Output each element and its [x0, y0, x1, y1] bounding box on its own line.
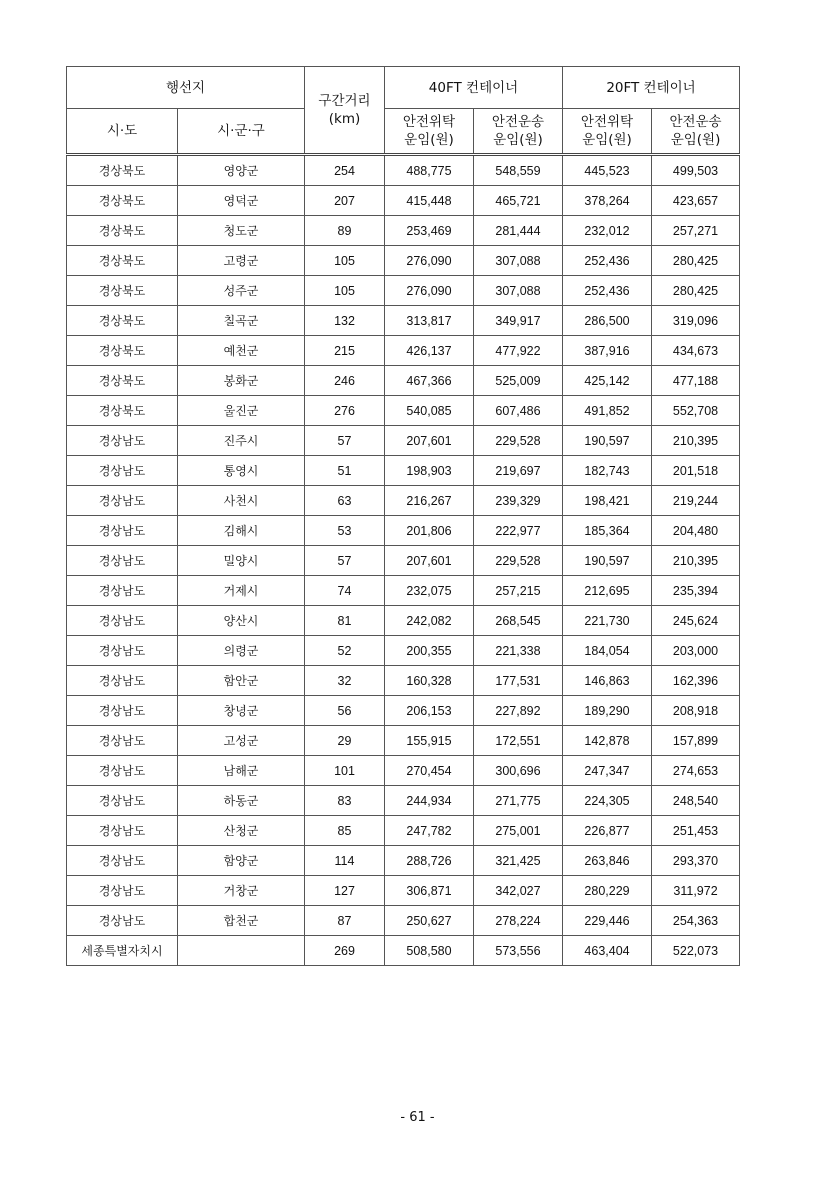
cell-rate-40ft-transport: 268,545 [474, 606, 563, 636]
cell-rate-20ft-consign: 212,695 [563, 576, 652, 606]
header-40ft-container: 40FT 컨테이너 [385, 67, 563, 109]
table-row [67, 486, 740, 516]
table-row [67, 846, 740, 876]
table-row [67, 396, 740, 426]
table-row [67, 216, 740, 246]
cell-rate-40ft-transport: 307,088 [474, 276, 563, 306]
header-20ft-consign-rate: 안전위탁 운임(원) [563, 109, 652, 155]
cell-rate-20ft-consign: 252,436 [563, 276, 652, 306]
cell-province: 경상북도 [67, 306, 178, 336]
cell-rate-40ft-consign: 232,075 [385, 576, 474, 606]
cell-rate-20ft-transport: 293,370 [652, 846, 740, 876]
cell-province: 경상남도 [67, 876, 178, 906]
cell-province: 경상남도 [67, 636, 178, 666]
cell-distance-km: 57 [305, 426, 385, 456]
cell-rate-40ft-transport: 342,027 [474, 876, 563, 906]
cell-rate-40ft-transport: 221,338 [474, 636, 563, 666]
cell-rate-40ft-consign: 426,137 [385, 336, 474, 366]
cell-rate-40ft-transport: 477,922 [474, 336, 563, 366]
cell-rate-20ft-consign: 387,916 [563, 336, 652, 366]
cell-rate-40ft-consign: 288,726 [385, 846, 474, 876]
cell-district: 산청군 [178, 816, 305, 846]
cell-district: 하동군 [178, 786, 305, 816]
cell-rate-40ft-transport: 278,224 [474, 906, 563, 936]
cell-rate-20ft-transport: 201,518 [652, 456, 740, 486]
table-row [67, 456, 740, 486]
cell-province: 경상북도 [67, 155, 178, 186]
cell-rate-20ft-consign: 184,054 [563, 636, 652, 666]
cell-rate-20ft-consign: 190,597 [563, 426, 652, 456]
cell-rate-40ft-consign: 276,090 [385, 276, 474, 306]
cell-rate-20ft-transport: 434,673 [652, 336, 740, 366]
table-row [67, 576, 740, 606]
cell-rate-40ft-transport: 349,917 [474, 306, 563, 336]
cell-district: 진주시 [178, 426, 305, 456]
cell-distance-km: 29 [305, 726, 385, 756]
cell-distance-km: 52 [305, 636, 385, 666]
cell-rate-20ft-transport: 477,188 [652, 366, 740, 396]
cell-rate-40ft-consign: 207,601 [385, 426, 474, 456]
cell-rate-20ft-consign: 226,877 [563, 816, 652, 846]
cell-district: 울진군 [178, 396, 305, 426]
cell-rate-20ft-consign: 445,523 [563, 155, 652, 186]
cell-rate-20ft-transport: 210,395 [652, 426, 740, 456]
cell-province: 경상남도 [67, 606, 178, 636]
cell-district: 봉화군 [178, 366, 305, 396]
table-row [67, 876, 740, 906]
cell-rate-20ft-consign: 182,743 [563, 456, 652, 486]
cell-rate-20ft-transport: 157,899 [652, 726, 740, 756]
cell-province: 경상북도 [67, 336, 178, 366]
cell-rate-20ft-transport: 499,503 [652, 155, 740, 186]
cell-rate-40ft-consign: 201,806 [385, 516, 474, 546]
cell-distance-km: 83 [305, 786, 385, 816]
table-row [67, 696, 740, 726]
cell-rate-20ft-transport: 552,708 [652, 396, 740, 426]
header-destination: 행선지 [67, 67, 305, 109]
cell-rate-40ft-transport: 573,556 [474, 936, 563, 966]
cell-district: 함양군 [178, 846, 305, 876]
cell-rate-20ft-transport: 235,394 [652, 576, 740, 606]
cell-district: 의령군 [178, 636, 305, 666]
cell-rate-40ft-consign: 198,903 [385, 456, 474, 486]
cell-province: 경상북도 [67, 216, 178, 246]
cell-rate-20ft-transport: 274,653 [652, 756, 740, 786]
cell-rate-20ft-consign: 286,500 [563, 306, 652, 336]
cell-rate-20ft-transport: 210,395 [652, 546, 740, 576]
freight-rate-table [66, 66, 740, 966]
table-row [67, 756, 740, 786]
table-row [67, 366, 740, 396]
cell-distance-km: 89 [305, 216, 385, 246]
cell-district: 김해시 [178, 516, 305, 546]
cell-distance-km: 269 [305, 936, 385, 966]
cell-rate-20ft-consign: 247,347 [563, 756, 652, 786]
cell-province: 경상남도 [67, 516, 178, 546]
cell-rate-40ft-transport: 275,001 [474, 816, 563, 846]
cell-rate-40ft-consign: 313,817 [385, 306, 474, 336]
cell-rate-40ft-transport: 300,696 [474, 756, 563, 786]
cell-rate-40ft-transport: 257,215 [474, 576, 563, 606]
table-row [67, 426, 740, 456]
cell-distance-km: 74 [305, 576, 385, 606]
cell-province: 경상남도 [67, 696, 178, 726]
cell-rate-20ft-consign: 224,305 [563, 786, 652, 816]
header-district: 시·군·구 [178, 109, 305, 155]
table-row [67, 666, 740, 696]
cell-rate-20ft-consign: 198,421 [563, 486, 652, 516]
cell-rate-40ft-consign: 160,328 [385, 666, 474, 696]
cell-province: 경상남도 [67, 846, 178, 876]
cell-province: 경상남도 [67, 426, 178, 456]
cell-district: 고성군 [178, 726, 305, 756]
cell-rate-20ft-consign: 280,229 [563, 876, 652, 906]
cell-distance-km: 85 [305, 816, 385, 846]
cell-rate-40ft-transport: 271,775 [474, 786, 563, 816]
table-row [67, 936, 740, 966]
cell-rate-40ft-transport: 465,721 [474, 186, 563, 216]
cell-rate-40ft-transport: 607,486 [474, 396, 563, 426]
cell-rate-20ft-transport: 311,972 [652, 876, 740, 906]
cell-district: 칠곡군 [178, 306, 305, 336]
cell-rate-20ft-transport: 257,271 [652, 216, 740, 246]
cell-province: 경상남도 [67, 786, 178, 816]
cell-province: 경상북도 [67, 186, 178, 216]
table-row [67, 306, 740, 336]
table-row [67, 336, 740, 366]
cell-distance-km: 215 [305, 336, 385, 366]
cell-rate-40ft-consign: 155,915 [385, 726, 474, 756]
table-row [67, 606, 740, 636]
cell-district: 밀양시 [178, 546, 305, 576]
cell-distance-km: 57 [305, 546, 385, 576]
cell-rate-40ft-consign: 206,153 [385, 696, 474, 726]
cell-province: 경상남도 [67, 576, 178, 606]
cell-rate-20ft-consign: 190,597 [563, 546, 652, 576]
page-number: - 61 - [400, 1110, 435, 1125]
cell-distance-km: 127 [305, 876, 385, 906]
cell-province: 경상남도 [67, 456, 178, 486]
cell-rate-20ft-transport: 251,453 [652, 816, 740, 846]
cell-province: 경상남도 [67, 666, 178, 696]
cell-distance-km: 254 [305, 155, 385, 186]
header-province: 시·도 [67, 109, 178, 155]
cell-district: 함안군 [178, 666, 305, 696]
table-row [67, 906, 740, 936]
table-row [67, 516, 740, 546]
cell-rate-20ft-transport: 245,624 [652, 606, 740, 636]
cell-rate-20ft-consign: 378,264 [563, 186, 652, 216]
cell-province: 경상남도 [67, 906, 178, 936]
cell-rate-20ft-consign: 146,863 [563, 666, 652, 696]
cell-rate-40ft-transport: 177,531 [474, 666, 563, 696]
cell-rate-20ft-transport: 423,657 [652, 186, 740, 216]
cell-distance-km: 87 [305, 906, 385, 936]
cell-district: 남해군 [178, 756, 305, 786]
cell-rate-20ft-transport: 219,244 [652, 486, 740, 516]
cell-province: 세종특별자치시 [67, 936, 178, 966]
cell-rate-40ft-transport: 219,697 [474, 456, 563, 486]
cell-province: 경상남도 [67, 726, 178, 756]
cell-rate-20ft-consign: 221,730 [563, 606, 652, 636]
cell-rate-40ft-transport: 229,528 [474, 426, 563, 456]
cell-district: 사천시 [178, 486, 305, 516]
cell-rate-40ft-consign: 250,627 [385, 906, 474, 936]
table-row [67, 186, 740, 216]
cell-rate-40ft-transport: 172,551 [474, 726, 563, 756]
cell-rate-40ft-transport: 321,425 [474, 846, 563, 876]
cell-rate-40ft-consign: 216,267 [385, 486, 474, 516]
cell-rate-40ft-transport: 525,009 [474, 366, 563, 396]
cell-rate-20ft-transport: 208,918 [652, 696, 740, 726]
table-row [67, 155, 740, 186]
header-40ft-consign-rate: 안전위탁 운임(원) [385, 109, 474, 155]
cell-district: 합천군 [178, 906, 305, 936]
cell-rate-40ft-transport: 281,444 [474, 216, 563, 246]
cell-district: 영덕군 [178, 186, 305, 216]
table-row [67, 276, 740, 306]
cell-district: 영양군 [178, 155, 305, 186]
cell-distance-km: 105 [305, 246, 385, 276]
cell-rate-40ft-consign: 244,934 [385, 786, 474, 816]
cell-rate-40ft-transport: 239,329 [474, 486, 563, 516]
cell-province: 경상북도 [67, 276, 178, 306]
table-row [67, 246, 740, 276]
cell-rate-20ft-consign: 463,404 [563, 936, 652, 966]
cell-distance-km: 246 [305, 366, 385, 396]
cell-rate-40ft-consign: 306,871 [385, 876, 474, 906]
cell-distance-km: 51 [305, 456, 385, 486]
cell-distance-km: 207 [305, 186, 385, 216]
cell-rate-40ft-consign: 200,355 [385, 636, 474, 666]
cell-rate-20ft-consign: 142,878 [563, 726, 652, 756]
table-row [67, 546, 740, 576]
cell-rate-20ft-consign: 425,142 [563, 366, 652, 396]
cell-rate-40ft-transport: 548,559 [474, 155, 563, 186]
cell-district: 예천군 [178, 336, 305, 366]
cell-province: 경상남도 [67, 546, 178, 576]
cell-province: 경상북도 [67, 396, 178, 426]
cell-distance-km: 32 [305, 666, 385, 696]
cell-rate-20ft-consign: 252,436 [563, 246, 652, 276]
cell-rate-40ft-consign: 276,090 [385, 246, 474, 276]
header-20ft-container: 20FT 컨테이너 [563, 67, 740, 109]
table-body [67, 155, 740, 966]
cell-district [178, 936, 305, 966]
cell-province: 경상남도 [67, 486, 178, 516]
cell-rate-20ft-transport: 254,363 [652, 906, 740, 936]
cell-province: 경상북도 [67, 366, 178, 396]
cell-rate-40ft-consign: 270,454 [385, 756, 474, 786]
cell-district: 거창군 [178, 876, 305, 906]
cell-distance-km: 114 [305, 846, 385, 876]
cell-rate-20ft-transport: 522,073 [652, 936, 740, 966]
cell-rate-20ft-consign: 189,290 [563, 696, 652, 726]
header-20ft-transport-rate: 안전운송 운임(원) [652, 109, 740, 155]
cell-rate-40ft-consign: 488,775 [385, 155, 474, 186]
table-row [67, 636, 740, 666]
cell-district: 성주군 [178, 276, 305, 306]
cell-distance-km: 53 [305, 516, 385, 546]
cell-distance-km: 63 [305, 486, 385, 516]
cell-rate-20ft-transport: 319,096 [652, 306, 740, 336]
cell-distance-km: 105 [305, 276, 385, 306]
cell-distance-km: 81 [305, 606, 385, 636]
cell-rate-40ft-consign: 508,580 [385, 936, 474, 966]
cell-rate-40ft-consign: 253,469 [385, 216, 474, 246]
cell-district: 양산시 [178, 606, 305, 636]
cell-rate-40ft-transport: 307,088 [474, 246, 563, 276]
table-row [67, 816, 740, 846]
cell-rate-20ft-consign: 232,012 [563, 216, 652, 246]
table-header [67, 67, 740, 155]
cell-rate-20ft-transport: 248,540 [652, 786, 740, 816]
cell-rate-40ft-transport: 227,892 [474, 696, 563, 726]
cell-rate-40ft-consign: 242,082 [385, 606, 474, 636]
header-40ft-transport-rate: 안전운송 운임(원) [474, 109, 563, 155]
cell-rate-20ft-transport: 280,425 [652, 276, 740, 306]
cell-rate-40ft-consign: 467,366 [385, 366, 474, 396]
cell-rate-20ft-consign: 263,846 [563, 846, 652, 876]
cell-province: 경상북도 [67, 246, 178, 276]
cell-district: 통영시 [178, 456, 305, 486]
cell-rate-20ft-consign: 229,446 [563, 906, 652, 936]
cell-district: 거제시 [178, 576, 305, 606]
header-distance [305, 67, 385, 155]
cell-district: 창녕군 [178, 696, 305, 726]
cell-rate-20ft-transport: 280,425 [652, 246, 740, 276]
cell-province: 경상남도 [67, 816, 178, 846]
table-row [67, 786, 740, 816]
cell-rate-20ft-transport: 203,000 [652, 636, 740, 666]
cell-distance-km: 101 [305, 756, 385, 786]
cell-rate-40ft-transport: 229,528 [474, 546, 563, 576]
cell-rate-20ft-transport: 204,480 [652, 516, 740, 546]
cell-rate-40ft-consign: 415,448 [385, 186, 474, 216]
cell-distance-km: 276 [305, 396, 385, 426]
cell-rate-20ft-consign: 185,364 [563, 516, 652, 546]
cell-province: 경상남도 [67, 756, 178, 786]
cell-rate-40ft-transport: 222,977 [474, 516, 563, 546]
cell-distance-km: 132 [305, 306, 385, 336]
header-distance-label: 구간거리 (km) [318, 93, 371, 127]
cell-rate-40ft-consign: 540,085 [385, 396, 474, 426]
cell-district: 고령군 [178, 246, 305, 276]
cell-rate-20ft-transport: 162,396 [652, 666, 740, 696]
cell-rate-20ft-consign: 491,852 [563, 396, 652, 426]
cell-rate-40ft-consign: 247,782 [385, 816, 474, 846]
cell-district: 청도군 [178, 216, 305, 246]
table-row [67, 726, 740, 756]
cell-distance-km: 56 [305, 696, 385, 726]
cell-rate-40ft-consign: 207,601 [385, 546, 474, 576]
